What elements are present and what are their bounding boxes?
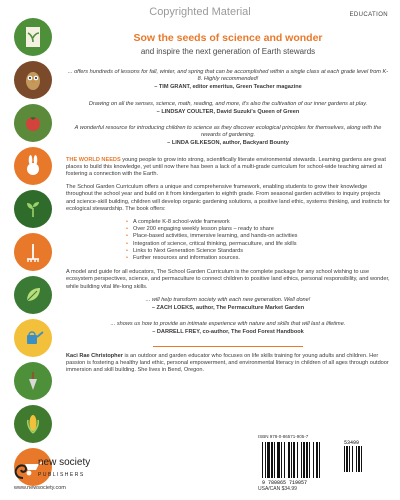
publisher-swirl-icon bbox=[12, 458, 34, 480]
author-bio-text: is an outdoor and garden educator who focuses on life skills training for young adults and children. Her passion is fostering a healthy land ethic, personal empowerment, and environmental literacy in children of all ages through outdoor immersion and skill building. She lives in Bend, Oregon. bbox=[66, 352, 389, 374]
sprout-icon bbox=[14, 190, 52, 228]
leaf-icon bbox=[14, 276, 52, 314]
author-name: Kaci Rae Christopher bbox=[66, 352, 123, 359]
watering-can-icon bbox=[14, 319, 52, 357]
barcode-bar bbox=[346, 446, 348, 472]
footer bbox=[0, 434, 400, 500]
barcode-bar bbox=[291, 442, 292, 478]
intro-paragraph bbox=[66, 157, 390, 179]
quote-text: ... shows us how to provide an intimate experience with nature and skills that will last a lifetime. bbox=[110, 321, 346, 328]
subtagline: and inspire the next generation of Earth stewards bbox=[140, 47, 316, 56]
publisher-logo bbox=[12, 458, 90, 480]
barcode-bar bbox=[277, 442, 280, 478]
icon-column bbox=[11, 18, 55, 491]
copyright-watermark: Copyrighted Material bbox=[149, 6, 251, 18]
author-bio bbox=[66, 353, 390, 375]
quote-attribution: – LINDSAY COULTER, David Suzuki's Queen of Green bbox=[156, 108, 300, 115]
barcode-bar bbox=[265, 442, 266, 478]
barcode-bar bbox=[281, 442, 282, 478]
quote-text: Drawing on all the senses, science, math, reading, and more, it's also the cultivation of our inner gardens at play. bbox=[88, 100, 368, 107]
publisher-url[interactable]: www.newsociety.com bbox=[14, 485, 66, 491]
barcode-bar bbox=[267, 442, 270, 478]
barcode-bar bbox=[274, 442, 275, 478]
quote-attribution: – DARRELL FREY, co-author, The Food Forest Handbook bbox=[152, 329, 304, 336]
hand-trowel-icon bbox=[14, 362, 52, 400]
barcode-bar bbox=[319, 442, 320, 478]
quote-attribution: – LINDA GILKESON, author, Backyard Bounty bbox=[167, 140, 289, 147]
description bbox=[66, 157, 390, 291]
intro-lead: THE WORLD NEEDS bbox=[66, 156, 121, 163]
seed-packet-icon bbox=[14, 18, 52, 56]
quote bbox=[66, 297, 390, 312]
list-item: • Over 200 engaging weekly lesson plans – ready to share bbox=[126, 226, 390, 233]
barcode-bar bbox=[309, 442, 310, 478]
quote bbox=[66, 125, 390, 148]
list-item: • Links to Next Generation Science Standards bbox=[126, 248, 390, 255]
quote bbox=[66, 321, 390, 336]
curriculum-paragraph: The School Garden Curriculum offers a unique and comprehensive framework, enabling students to grow their knowledge throughout the school year and build on it from kindergarten to eighth grade. From seasonal garden activities to inquiry projects and science-skill building, children will develop organic gardening solutions, a positive land ethic, systems thinking, and instincts for ecological stewardship. The book offers: bbox=[66, 184, 390, 212]
price-text: USA/CAN $34.99 bbox=[258, 486, 297, 492]
rabbit-icon bbox=[14, 147, 52, 185]
barcode-bar bbox=[361, 446, 362, 472]
barcode-bar bbox=[313, 442, 314, 478]
intro-text: young people to grow into strong, scientifically literate environmental stewards. Learning gardens are great places to build this knowledge, yet until now there has been a lack of a multi-grade curriculum for school-wide teaching aimed at fostering a connection with the Earth. bbox=[66, 156, 386, 178]
price-code: 53499 bbox=[344, 440, 360, 446]
list-item: • Integration of science, critical thinking, permaculture, and life skills bbox=[126, 241, 390, 248]
barcode-bar bbox=[284, 442, 285, 478]
publisher-subname: PUBLISHERS bbox=[38, 472, 85, 478]
quote-text: ... will help transform society with each new generation. Well done! bbox=[145, 296, 311, 303]
list-item: • Further resources and information sources. bbox=[126, 255, 390, 262]
barcode-bar bbox=[349, 446, 350, 472]
list-item: • Place-based activities, immersive learning, and hands-on activities bbox=[126, 233, 390, 240]
barcode-bar bbox=[303, 442, 305, 478]
rake-icon bbox=[14, 233, 52, 271]
barcode bbox=[258, 434, 382, 492]
barcode-bar bbox=[316, 442, 318, 478]
barcode-bar bbox=[301, 442, 302, 478]
list-item: • A complete K-8 school-wide framework bbox=[126, 219, 390, 226]
barcode-bar bbox=[306, 442, 308, 478]
category-label: EDUCATION bbox=[349, 12, 388, 18]
barcode-bar bbox=[356, 446, 357, 472]
isbn-text: ISBN 978-0-86571-905-7 bbox=[258, 434, 309, 439]
quote-attribution: – TIM GRANT, editor emeritus, Green Teacher magazine bbox=[154, 84, 302, 91]
barcode-bar bbox=[271, 442, 273, 478]
quote bbox=[66, 101, 390, 116]
back-cover-content bbox=[66, 32, 390, 380]
quote-text: ... offers hundreds of lessons for fall, winter, and spring that can be accomplished within a single class at each grade level from K-8. Highly recommended! bbox=[67, 69, 389, 83]
model-paragraph: A model and guide for all educators, The School Garden Curriculum is the complete package for any school wishing to use ecosystem perspectives, science, and permaculture to connect children to positive land ethics, personal responsibility, and wonder, while building vital life-long skills. bbox=[66, 269, 390, 290]
feature-list bbox=[66, 219, 390, 262]
barcode-bar bbox=[352, 446, 353, 472]
barcode-bar bbox=[262, 442, 263, 478]
quote bbox=[66, 69, 390, 92]
barcode-bar bbox=[288, 442, 290, 478]
publisher-name: new society bbox=[38, 457, 91, 468]
barcode-block bbox=[258, 434, 382, 492]
barcode-bar bbox=[297, 442, 298, 478]
divider bbox=[153, 346, 303, 347]
barcode-bar bbox=[358, 446, 360, 472]
barcode-bar bbox=[293, 442, 295, 478]
tagline: Sow the seeds of science and wonder bbox=[133, 32, 323, 44]
tomato-icon bbox=[14, 104, 52, 142]
owl-icon bbox=[14, 61, 52, 99]
barcode-digits: 9 780865 719057 bbox=[262, 480, 308, 486]
quote-attribution: – ZACH LOEKS, author, The Permaculture Market Garden bbox=[151, 305, 305, 312]
barcode-bar bbox=[344, 446, 345, 472]
quote-text: A wonderful resource for introducing children to science as they discover ecological principles for themselves, along with the rewards of gardening. bbox=[74, 125, 382, 139]
